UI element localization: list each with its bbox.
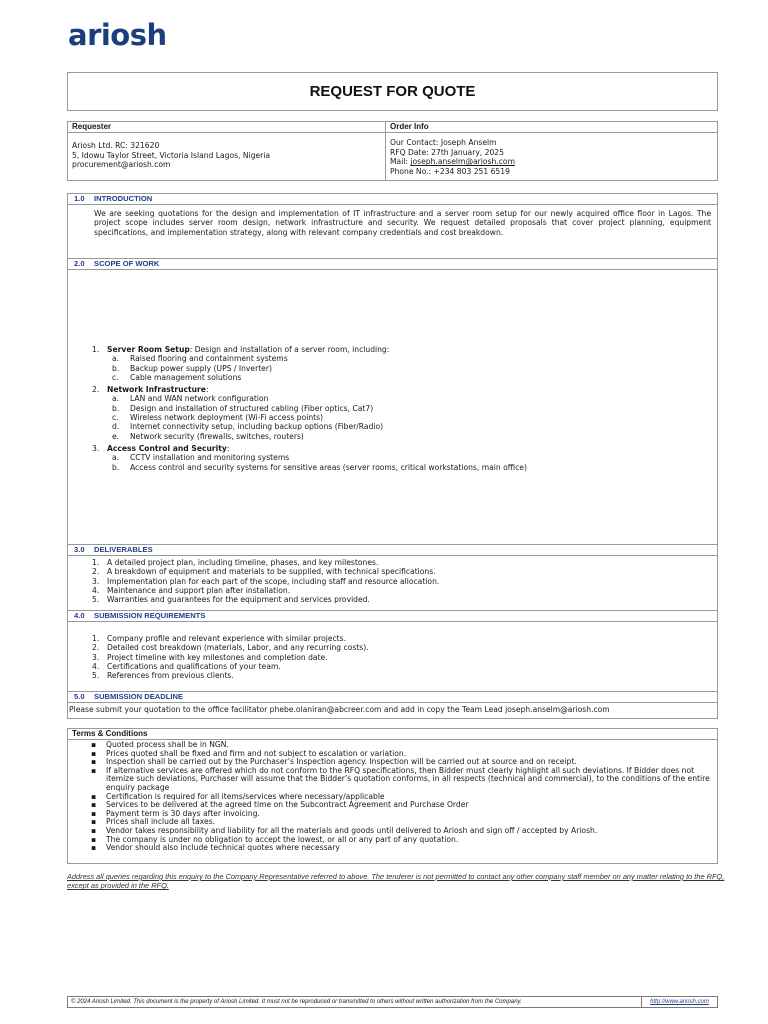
- terms-item: ▪ Inspection shall be carried out by the Purchaser’s Inspection agency. Inspection will be carried out at source and on receipt.: [91, 757, 577, 767]
- section-number: 3.0: [74, 545, 85, 554]
- section-heading-deadline: [67, 691, 718, 703]
- section-title: SUBMISSION REQUIREMENTS: [94, 611, 206, 620]
- sub-item: b. Design and installation of structured cabling (Fiber optics, Cat7): [112, 403, 374, 413]
- order-info-column: [386, 122, 717, 180]
- terms-list: [68, 740, 717, 853]
- bullet-icon: ▪: [91, 757, 97, 767]
- submission-body: [67, 622, 718, 692]
- deadline-text: Please submit your quotation to the office facilitator phebe.olaniran@abcreer.com and add in copy the Team Lead joseph.anselm@ariosh.com: [69, 705, 610, 714]
- list-item: 1. A detailed project plan, including timeline, phases, and key milestones.: [92, 558, 379, 567]
- item-title: Network Infrastructure: [107, 385, 206, 395]
- section-title: DELIVERABLES: [94, 545, 153, 554]
- sub-item: a. Raised flooring and containment systems: [112, 354, 288, 364]
- bullet-icon: ▪: [91, 791, 97, 801]
- mail-label: Mail:: [390, 157, 411, 167]
- list-item: 4. Maintenance and support plan after installation.: [92, 585, 291, 595]
- introduction-text: We are seeking quotations for the design and implementation of IT infrastructure and a server room setup for our newly acquired office floor in Lagos. The project scope includes server room design, network infrastructure and security. We request detailed proposals that cover project planning, equipment specifications, and implementation strategy, along with relevant company credentials and cost breakdown.: [94, 209, 711, 237]
- terms-item: ▪ Services to be delivered at the agreed time on the Subcontract Agreement and Purchase Order: [91, 800, 469, 810]
- terms-item: ▪ The company is under no obligation to accept the lowest, or all or any part of any quotation.: [91, 834, 459, 844]
- requester-order-table: [67, 121, 718, 181]
- sub-item: e. Network security (firewalls, switches, routers): [112, 431, 304, 441]
- company-logo: ariosh: [68, 18, 167, 52]
- terms-item: ▪ Vendor takes responsibility and liability for all the materials and goods until delivered to Ariosh and sign off / accepted by Ariosh.: [91, 825, 598, 835]
- sub-item: a. CCTV installation and monitoring systems: [112, 453, 290, 463]
- bullet-icon: ▪: [91, 800, 97, 810]
- terms-item: ▪ Certification is required for all items/services where necessary/applicable: [91, 791, 385, 801]
- sub-item: c. Cable management solutions: [112, 372, 242, 382]
- footer-copyright: © 2024 Ariosh Limited. This document is the property of Ariosh Limited. It must not be reproduced or transmitted to others without written authorization from the Company.: [71, 999, 522, 1005]
- section-title: SUBMISSION DEADLINE: [94, 692, 184, 701]
- queries-notice: Address all queries regarding this enquiry to the Company Representative referred to above. The tenderer is not permitted to contact any other company staff member on any matter relating to the RFQ, except as provided in the RFQ.: [67, 872, 725, 891]
- item-title: Server Room Setup: [107, 345, 190, 354]
- scope-item: [92, 385, 692, 441]
- item-description: :: [226, 443, 230, 453]
- list-item: 5. Warranties and guarantees for the equipment and services provided.: [92, 595, 370, 605]
- bullet-icon: ▪: [91, 748, 97, 758]
- section-number: 2.0: [74, 259, 85, 268]
- requester-heading: Requester: [68, 122, 385, 133]
- terms-item: ▪ Vendor should also include technical quotes where necessary: [91, 843, 340, 853]
- scope-item: [92, 345, 692, 382]
- item-number: 2.: [92, 385, 100, 395]
- list-item: 3. Project timeline with key milestones and completion date.: [92, 652, 328, 662]
- scope-list: [92, 345, 692, 475]
- introduction-body: [67, 205, 718, 259]
- terms-item: ▪ If alternative services are offered which do not conform to the RFQ specifications, then Bidder must clearly highlight all such deviations. If Bidder does not itemize such deviations, Purchaser will assume that the Bidder’s quotation conforms, in all respects (technical and commercial), to the conditions of the entire enquiry package: [91, 765, 710, 792]
- sub-item: b. Access control and security systems for sensitive areas (server rooms, critical workstations, main office): [112, 462, 527, 472]
- section-heading-deliverables: [67, 544, 718, 556]
- order-info-heading: Order Info: [386, 122, 717, 133]
- terms-item: ▪ Quoted process shall be in NGN.: [91, 740, 229, 749]
- requester-details: [68, 133, 385, 170]
- terms-item: ▪ Payment term is 30 days after invoicing.: [91, 808, 260, 818]
- deliverables-list: [68, 556, 717, 604]
- terms-box: [67, 728, 718, 864]
- requester-address: 5, Idowu Taylor Street, Victoria Island Lagos, Nigeria: [72, 150, 271, 160]
- section-heading-submission: [67, 610, 718, 622]
- bullet-icon: ▪: [91, 740, 97, 749]
- section-number: 1.0: [74, 194, 85, 203]
- scope-body: [67, 270, 718, 544]
- contact-phone: Phone No.: +234 803 251 6519: [390, 166, 510, 176]
- terms-heading: Terms & Conditions: [68, 729, 717, 740]
- scope-item: [92, 444, 692, 472]
- deliverables-body: [67, 556, 718, 610]
- title-box: [67, 72, 718, 111]
- terms-item: ▪ Prices quoted shall be fixed and firm and not subject to escalation or variation.: [91, 748, 407, 758]
- section-number: 4.0: [74, 611, 85, 620]
- page-footer: [67, 996, 718, 1008]
- requester-email: procurement@ariosh.com: [72, 160, 171, 170]
- page-title: REQUEST FOR QUOTE: [309, 83, 476, 100]
- list-item: 4. Certifications and qualifications of your team.: [92, 661, 281, 671]
- section-number: 5.0: [74, 692, 85, 701]
- footer-website-link[interactable]: http://www.ariosh.com: [641, 997, 717, 1007]
- bullet-icon: ▪: [91, 834, 97, 844]
- item-description: :: [205, 385, 209, 395]
- item-description: : Design and installation of a server room, including:: [189, 345, 390, 354]
- bullet-icon: ▪: [91, 808, 97, 818]
- list-item: 3. Implementation plan for each part of the scope, including staff and resource allocation.: [92, 576, 440, 586]
- contact-mail-row: [390, 157, 713, 167]
- item-number: 3.: [92, 443, 100, 453]
- section-heading-introduction: [67, 193, 718, 205]
- requester-column: [68, 122, 386, 180]
- order-info-details: [386, 133, 717, 176]
- submission-list: [68, 622, 717, 680]
- list-item: 1. Company profile and relevant experience with similar projects.: [92, 634, 347, 643]
- list-item: 5. References from previous clients.: [92, 671, 234, 681]
- list-item: 2. Detailed cost breakdown (materials, Labor, and any recurring costs).: [92, 643, 369, 653]
- terms-item: ▪ Prices shall include all taxes.: [91, 817, 216, 827]
- requester-company: Ariosh Ltd. RC: 321620: [72, 141, 160, 150]
- section-heading-scope: [67, 258, 718, 270]
- sub-item: b. Backup power supply (UPS / Inverter): [112, 363, 272, 373]
- sub-item: a. LAN and WAN network configuration: [112, 394, 269, 404]
- bullet-icon: ▪: [91, 765, 97, 775]
- sub-item: d. Internet connectivity setup, including backup options (Fiber/Radio): [112, 422, 384, 432]
- section-title: INTRODUCTION: [94, 194, 153, 203]
- item-title: Access Control and Security: [107, 443, 227, 453]
- rfq-date: RFQ Date: 27th January, 2025: [390, 147, 504, 157]
- sub-item: c. Wireless network deployment (Wi-Fi access points): [112, 413, 324, 423]
- contact-mail-link[interactable]: joseph.anselm@ariosh.com: [410, 157, 515, 167]
- bullet-icon: ▪: [91, 817, 97, 827]
- bullet-icon: ▪: [91, 843, 97, 853]
- contact-person: Our Contact: Joseph Anselm: [390, 138, 497, 147]
- list-item: 2. A breakdown of equipment and materials to be supplied, with technical specifications.: [92, 567, 436, 577]
- item-number: 1.: [92, 345, 100, 354]
- deadline-body: [67, 703, 718, 719]
- section-title: SCOPE OF WORK: [94, 259, 160, 268]
- bullet-icon: ▪: [91, 825, 97, 835]
